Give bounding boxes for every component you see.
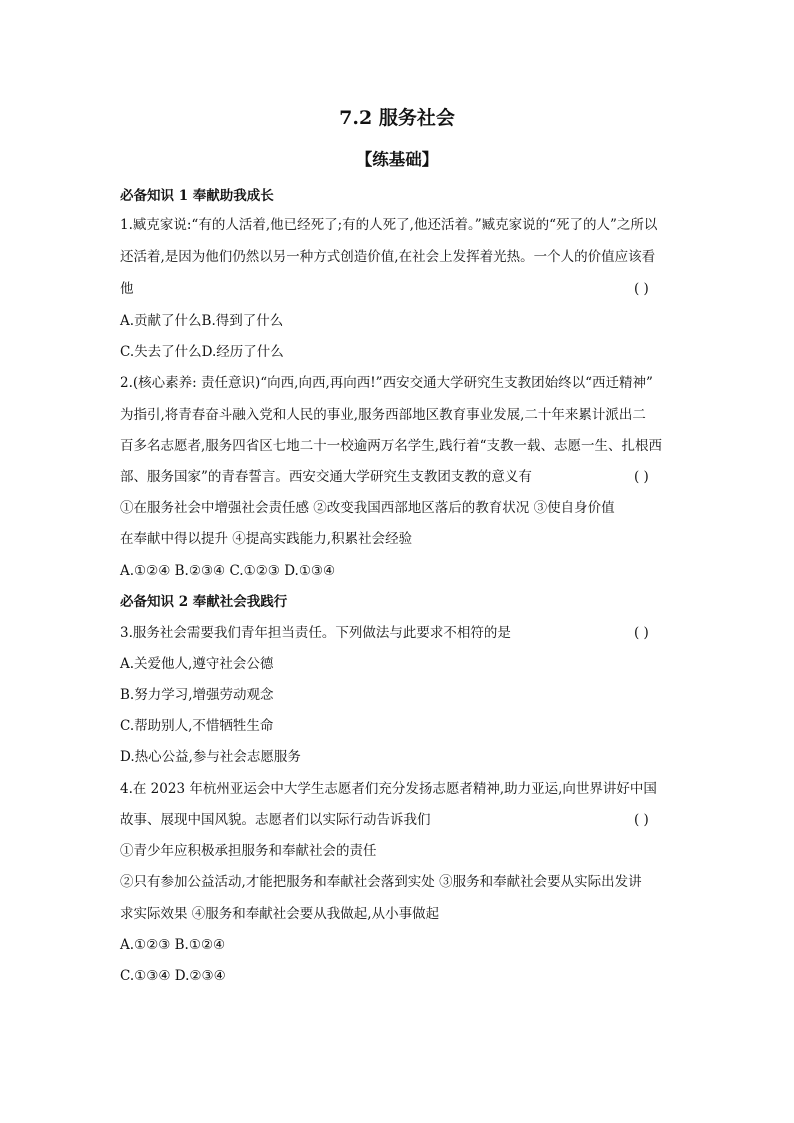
q4-stem-line-2: 故事、展现中国风貌。志愿者们以实际行动告诉我们 xyxy=(120,812,431,828)
knowledge-section-1: 必备知识 1 奉献助我成长 xyxy=(120,188,274,204)
q1-answer-blank: ( ) xyxy=(634,281,649,297)
q2-options: A.①②④ B.②③④ C.①②③ D.①③④ xyxy=(120,563,336,579)
section-heading: 【练基础】 xyxy=(355,150,439,169)
q2-statement-line-1: ①在服务社会中增强社会责任感 ②改变我国西部地区落后的教育状况 ③使自身价值 xyxy=(120,500,615,516)
q2-statement-line-2: 在奉献中得以提升 ④提高实践能力,积累社会经验 xyxy=(120,531,413,547)
page-title: 7.2 服务社会 xyxy=(339,107,455,129)
q2-answer-blank: ( ) xyxy=(634,469,649,485)
q4-statement-line-1: ①青少年应积极承担服务和奉献社会的责任 xyxy=(120,843,377,859)
q2-stem-line-4: 部、服务国家”的青春誓言。西安交通大学研究生支教团支教的意义有 xyxy=(120,469,532,485)
q4-stem-line-1: 4.在 2023 年杭州亚运会中大学生志愿者们充分发扬志愿者精神,助力亚运,向世界讲好中国 xyxy=(120,781,657,797)
q3-option-b: B.努力学习,增强劳动观念 xyxy=(120,687,274,703)
q4-option-line-2: C.①③④ D.②③④ xyxy=(120,968,226,984)
q2-stem-line-2: 为指引,将青春奋斗融入党和人民的事业,服务西部地区教育事业发展,二十年来累计派出二 xyxy=(120,407,646,423)
q1-stem-line-2: 还活着,是因为他们仍然以另一种方式创造价值,在社会上发挥着光热。一个人的价值应该看 xyxy=(120,249,656,265)
q4-option-line-1: A.①②③ B.①②④ xyxy=(120,937,226,953)
q4-statement-line-2: ②只有参加公益活动,才能把服务和奉献社会落到实处 ③服务和奉献社会要从实际出发讲 xyxy=(120,874,642,890)
q1-option-line-1: A.贡献了什么B.得到了什么 xyxy=(120,313,284,329)
q3-answer-blank: ( ) xyxy=(634,625,649,641)
q3-option-c: C.帮助别人,不惜牺牲生命 xyxy=(120,718,274,734)
q2-stem-line-3: 百多名志愿者,服务四省区七地二十一校逾两万名学生,践行着“支教一载、志愿一生、扎根西 xyxy=(120,438,662,454)
q4-statement-line-3: 求实际效果 ④服务和奉献社会要从我做起,从小事做起 xyxy=(120,906,440,922)
q1-stem-line-3: 他 xyxy=(120,281,134,297)
q1-stem-line-1: 1.臧克家说:“有的人活着,他已经死了;有的人死了,他还活着。”臧克家说的“死了的人”之所以 xyxy=(120,217,658,233)
q3-option-d: D.热心公益,参与社会志愿服务 xyxy=(120,749,301,765)
knowledge-section-2: 必备知识 2 奉献社会我践行 xyxy=(120,594,288,610)
q2-stem-line-1: 2.(核心素养: 责任意识)“向西,向西,再向西!”西安交通大学研究生支教团始终以“西迁精神” xyxy=(120,375,653,391)
q3-option-a: A.关爱他人,遵守社会公德 xyxy=(120,656,274,672)
q4-answer-blank: ( ) xyxy=(634,812,649,828)
q1-option-line-2: C.失去了什么D.经历了什么 xyxy=(120,344,284,360)
q3-stem: 3.服务社会需要我们青年担当责任。下列做法与此要求不相符的是 xyxy=(120,625,511,641)
